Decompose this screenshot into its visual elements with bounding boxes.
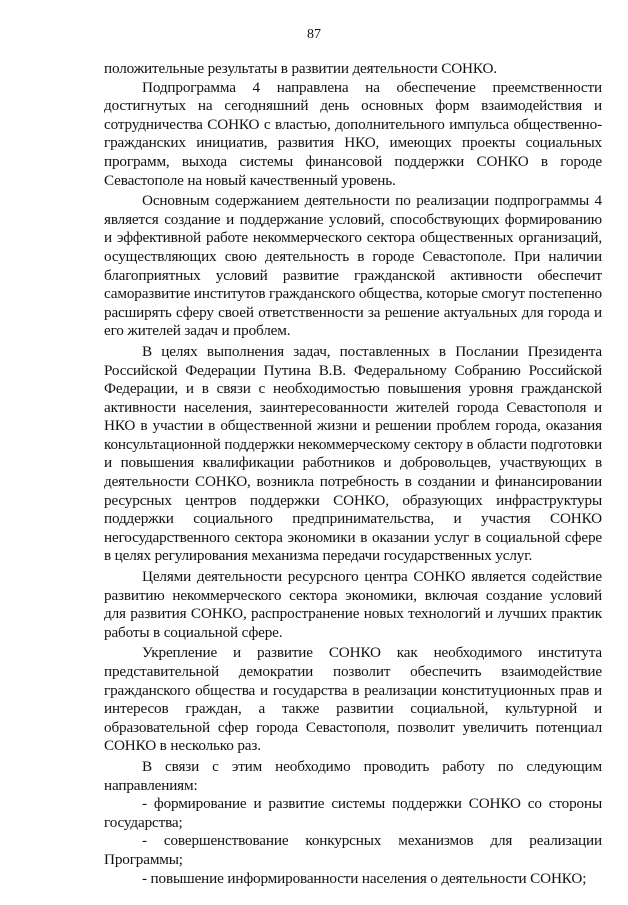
page-number: 87	[307, 27, 321, 42]
paragraph-subprogram-4: Подпрограмма 4 направлена на обеспечение преемственности достигнутых на сегодняшний день основных форм взаимодействия и сотрудничества СОНКО с властью, дополнительного импульса общественно-гражданских инициатив, развития НКО, имеющих проекты социальных программ, выхода системы финансовой поддержки СОНКО в городе Севастополе на новый качественный уровень.	[104, 78, 602, 189]
paragraph-main-content: Основным содержанием деятельности по реализации подпрограммы 4 является создание и поддержание условий, способствующих формированию и эффективной работе некоммерческого сектора общественных организаций, осуществляющих свою деятельность в городе Севастополе. При наличии благоприятных условий развитие гражданской активности обеспечит саморазвитие институтов гражданского общества, которые смогут постепенно расширять сферу своей ответственности за решение актуальных для города и его жителей задач и проблем.	[104, 192, 602, 340]
paragraph-directions-intro: В связи с этим необходимо проводить работу по следующим направлениям:	[104, 757, 602, 794]
paragraph-resource-center: Целями деятельности ресурсного центра СОНКО является содействие развитию некоммерческого сектора экономики, включая создание условий для развития СОНКО, распространение новых технологий и лучших практик работы в социальной сфере.	[104, 568, 602, 641]
paragraph-strengthening: Укрепление и развитие СОНКО как необходимого института представительной демократии позволит обеспечить взаимодействие гражданского общества и государства в реализации конституционных прав и интересов граждан, а также развитии социальной, культурной и образовательной сфер города Севастополя, позволит увеличить потенциал СОНКО в несколько раз.	[104, 644, 602, 755]
document-body	[104, 60, 602, 888]
list-item-competitive-mechanisms: - совершенствование конкурсных механизмов для реализации Программы;	[104, 832, 602, 868]
list-item-support-system: - формирование и развитие системы поддержки СОНКО со стороны государства;	[104, 795, 602, 831]
list-item-public-awareness: - повышение информированности населения о деятельности СОНКО;	[142, 869, 587, 887]
paragraph-continuation: положительные результаты в развитии деятельности СОНКО.	[104, 60, 497, 77]
paragraph-goals: В целях выполнения задач, поставленных в Послании Президента Российской Федерации Путина В.В. Федеральному Собранию Российской Федерации, и в связи с необходимостью повышения уровня гражданской активности населения, заинтересованности жителей города Севастополя и НКО в участии в общественной жизни и решении проблем города, оказания консультационной поддержки некоммерческому сектору в области подготовки и повышения квалификации работников и добровольцев, участвующих в деятельности СОНКО, возникла потребность в создании и финансировании ресурсных центров поддержки СОНКО, образующих инфраструктуры поддержки социального предпринимательства, и участия СОНКО негосударственного сектора экономики в оказании услуг в социальной сфере в целях регулирования механизма передачи государственных услуг.	[104, 342, 602, 565]
